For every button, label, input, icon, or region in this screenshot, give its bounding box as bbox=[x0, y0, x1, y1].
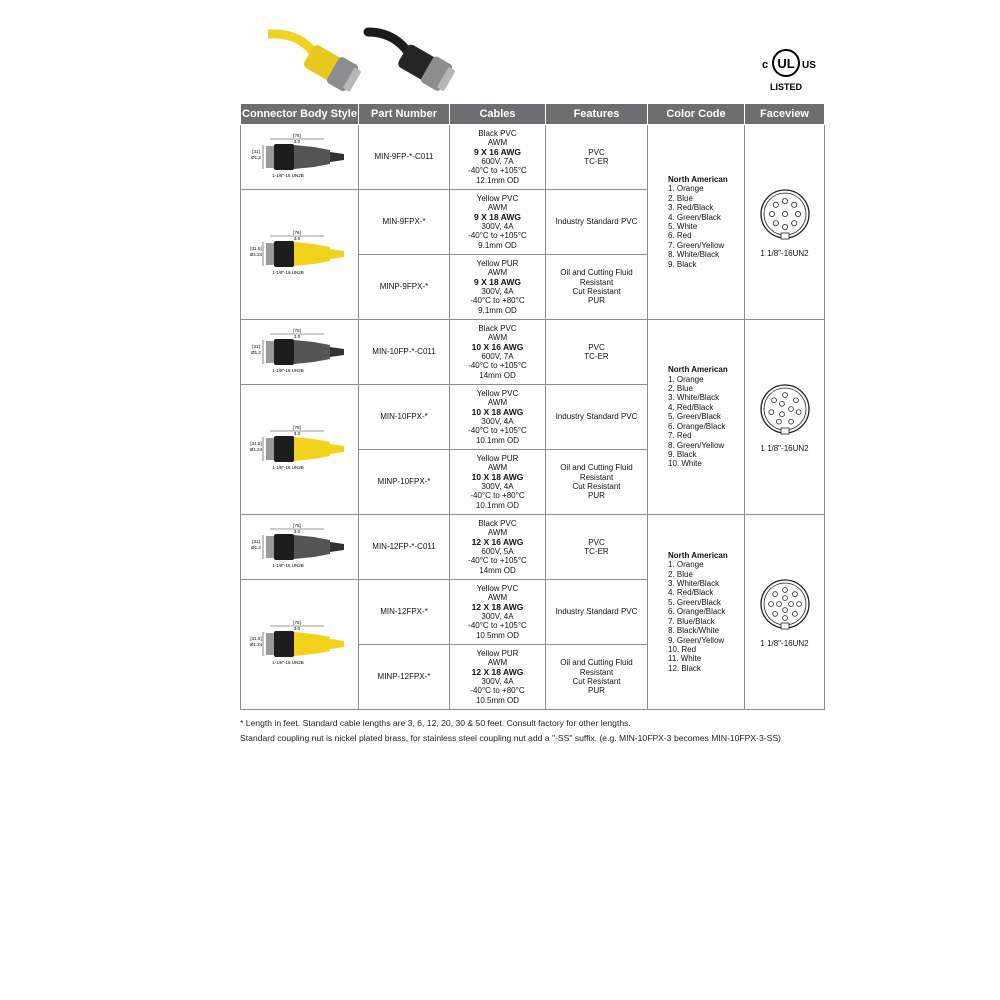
svg-text:Ø1.24: Ø1.24 bbox=[249, 642, 262, 648]
cable-line: 10 X 18 AWG bbox=[471, 471, 524, 482]
part-number: MINP-10FPX-* bbox=[359, 450, 450, 515]
color-code-cell bbox=[648, 320, 745, 515]
feature-line: PVC bbox=[588, 342, 605, 352]
cable-line: -40°C to +105°C bbox=[468, 426, 527, 436]
cable-line: 300V, 4A bbox=[481, 287, 514, 296]
svg-text:3.0: 3.0 bbox=[293, 138, 300, 144]
svg-text:1-1/8"-16 UN2B: 1-1/8"-16 UN2B bbox=[271, 465, 304, 471]
cable-spec bbox=[450, 515, 546, 580]
connector-body-drawing bbox=[246, 228, 354, 278]
features bbox=[546, 515, 648, 580]
footnote-lengths: * Length in feet. Standard cable lengths are 3, 6, 12, 20, 30 & 50 feet. Consult factory for other lengths. bbox=[240, 718, 631, 728]
svg-text:[76]: [76] bbox=[292, 620, 301, 626]
svg-text:[76]: [76] bbox=[292, 522, 301, 528]
svg-text:Ø1.2: Ø1.2 bbox=[250, 349, 261, 355]
faceview-cell bbox=[745, 125, 825, 320]
feature-line: Industry Standard PVC bbox=[555, 412, 638, 422]
cable-line: 600V, 5A bbox=[481, 547, 514, 556]
connector-body-drawing bbox=[246, 131, 354, 181]
cable-line: -40°C to +105°C bbox=[468, 361, 527, 371]
ul-listed-logo bbox=[752, 44, 824, 92]
cable-line: -40°C to +105°C bbox=[468, 556, 527, 566]
cable-spec bbox=[450, 125, 546, 190]
svg-text:c: c bbox=[761, 59, 769, 71]
svg-text:3.0: 3.0 bbox=[293, 236, 300, 242]
feature-line: PUR bbox=[588, 491, 605, 501]
svg-text:1-1/8"-16 UN2B: 1-1/8"-16 UN2B bbox=[271, 562, 304, 568]
faceview-thread-label: 1 1/8"-16UN2 bbox=[760, 638, 809, 648]
connector-body-drawing bbox=[246, 521, 354, 571]
cable-line: AWM bbox=[487, 203, 508, 213]
cable-line: 300V, 4A bbox=[481, 222, 514, 231]
cable-line: Black PVC bbox=[478, 128, 517, 138]
svg-text:UL: UL bbox=[777, 56, 795, 71]
svg-text:3.0: 3.0 bbox=[293, 333, 300, 339]
svg-text:3.0: 3.0 bbox=[293, 626, 300, 632]
svg-text:[31.5]: [31.5] bbox=[249, 636, 262, 642]
color-code-cell bbox=[648, 125, 745, 320]
cable-line: 10 X 16 AWG bbox=[471, 341, 524, 352]
body-style-cell bbox=[241, 125, 359, 190]
cable-line: Yellow PUR bbox=[476, 453, 519, 463]
svg-text:[76]: [76] bbox=[292, 425, 301, 431]
color-code-item: 7. Red bbox=[668, 431, 692, 441]
cable-spec bbox=[450, 385, 546, 450]
feature-line: Cut Resistant bbox=[572, 287, 621, 296]
cable-line: -40°C to +80°C bbox=[470, 686, 525, 696]
features bbox=[546, 320, 648, 385]
color-code-item: 4. Red/Black bbox=[668, 588, 714, 598]
cable-spec bbox=[450, 645, 546, 710]
cable-line: 300V, 4A bbox=[481, 482, 514, 491]
cable-line: -40°C to +105°C bbox=[468, 231, 527, 241]
color-code-item: 1. Orange bbox=[668, 184, 704, 194]
feature-line: Oil and Cutting Fluid bbox=[560, 658, 633, 668]
color-code-item: 2. Blue bbox=[668, 384, 693, 394]
svg-text:3.0: 3.0 bbox=[293, 528, 300, 534]
cable-line: -40°C to +105°C bbox=[468, 166, 527, 176]
color-code-item: 9. Black bbox=[668, 259, 697, 269]
features bbox=[546, 645, 648, 710]
color-code-item: 12. Black bbox=[668, 663, 701, 673]
body-style-cell bbox=[241, 580, 359, 710]
features bbox=[546, 450, 648, 515]
feature-line: PVC bbox=[588, 147, 605, 157]
color-code-item: 8. Black/White bbox=[668, 626, 720, 636]
feature-line: TC-ER bbox=[584, 352, 609, 361]
features bbox=[546, 255, 648, 320]
svg-text:1-1/8"-16 UN2B: 1-1/8"-16 UN2B bbox=[271, 270, 304, 276]
cable-line: Yellow PVC bbox=[476, 193, 519, 203]
body-style-cell bbox=[241, 515, 359, 580]
color-code-item: 6. Red bbox=[668, 231, 692, 241]
feature-line: Resistant bbox=[579, 277, 614, 287]
faceview-thread-label: 1 1/8"-16UN2 bbox=[760, 248, 809, 258]
faceview-pin-diagram bbox=[755, 186, 815, 246]
features bbox=[546, 385, 648, 450]
cable-line: 12 X 16 AWG bbox=[471, 536, 524, 547]
color-code-item: 8. Green/Yellow bbox=[668, 440, 725, 450]
color-code-item: 2. Blue bbox=[668, 193, 693, 203]
cable-line: Yellow PUR bbox=[476, 258, 519, 268]
cable-line: 10 X 18 AWG bbox=[471, 406, 524, 417]
color-code-title: North American bbox=[668, 550, 728, 560]
cable-line: AWM bbox=[487, 268, 508, 278]
svg-text:[31]: [31] bbox=[251, 538, 260, 544]
color-code-item: 11. White bbox=[668, 654, 702, 664]
svg-text:[76]: [76] bbox=[292, 230, 301, 236]
cable-line: -40°C to +80°C bbox=[470, 296, 525, 306]
feature-line: Resistant bbox=[579, 472, 614, 482]
spec-table bbox=[240, 103, 825, 710]
cable-line: 9 X 18 AWG bbox=[474, 276, 521, 287]
svg-text:Ø1.24: Ø1.24 bbox=[249, 252, 262, 258]
cable-line: 600V, 7A bbox=[481, 157, 514, 166]
color-code-item: 9. Green/Yellow bbox=[668, 635, 725, 645]
cable-line: AWM bbox=[487, 463, 508, 473]
svg-text:[76]: [76] bbox=[292, 327, 301, 333]
color-code-item: 3. Red/Black bbox=[668, 203, 714, 213]
svg-text:US: US bbox=[802, 60, 816, 71]
faceview-cell bbox=[745, 515, 825, 710]
faceview-cell bbox=[745, 320, 825, 515]
feature-line: TC-ER bbox=[584, 547, 609, 556]
connector-body-drawing bbox=[246, 423, 354, 473]
color-code-item: 5. Green/Black bbox=[668, 597, 721, 607]
features bbox=[546, 580, 648, 645]
color-code-item: 8. White/Black bbox=[668, 250, 720, 260]
cable-spec bbox=[450, 255, 546, 320]
feature-line: PVC bbox=[588, 537, 605, 547]
feature-line: Resistant bbox=[579, 667, 614, 677]
svg-text:[76]: [76] bbox=[292, 132, 301, 138]
cable-line: AWM bbox=[487, 593, 508, 603]
part-number: MIN-12FP-*-C011 bbox=[359, 515, 450, 580]
part-number: MIN-9FP-*-C011 bbox=[359, 125, 450, 190]
svg-text:Ø1.24: Ø1.24 bbox=[249, 447, 262, 453]
table-row bbox=[241, 125, 825, 190]
svg-text:[31]: [31] bbox=[251, 343, 260, 349]
svg-text:1-1/8"-16 UN2B: 1-1/8"-16 UN2B bbox=[271, 367, 304, 373]
cable-line: 10.1mm OD bbox=[475, 500, 520, 510]
connector-body-drawing bbox=[246, 326, 354, 376]
feature-line: TC-ER bbox=[584, 157, 609, 166]
feature-line: PUR bbox=[588, 686, 605, 696]
color-code-title: North American bbox=[668, 365, 728, 375]
color-code-item: 7. Green/Yellow bbox=[668, 240, 725, 250]
body-style-cell bbox=[241, 385, 359, 515]
svg-text:1-1/8"-16 UN2B: 1-1/8"-16 UN2B bbox=[271, 660, 304, 666]
color-code-item: 1. Orange bbox=[668, 560, 704, 570]
color-code-item: 5. White bbox=[668, 222, 698, 231]
cable-line: AWM bbox=[487, 528, 508, 538]
feature-line: Industry Standard PVC bbox=[555, 607, 638, 617]
color-code-item: 1. Orange bbox=[668, 374, 704, 384]
cable-line: 300V, 4A bbox=[481, 417, 514, 426]
color-code-item: 3. White/Black bbox=[668, 579, 720, 589]
cable-line: 12.1mm OD bbox=[475, 175, 520, 185]
features bbox=[546, 125, 648, 190]
part-number: MINP-12FPX-* bbox=[359, 645, 450, 710]
cable-spec bbox=[450, 450, 546, 515]
feature-line: Cut Resistant bbox=[572, 677, 621, 686]
footnote-coupling-nut: Standard coupling nut is nickel plated brass, for stainless steel coupling nut add a "-SS" suffix. (e.g. MIN-10FPX-3 becomes MIN-10FPX-3-SS) bbox=[240, 733, 781, 743]
body-style-cell bbox=[241, 190, 359, 320]
color-code-item: 4. Green/Black bbox=[668, 212, 721, 222]
cable-line: Black PVC bbox=[478, 323, 517, 333]
cable-line: 300V, 4A bbox=[481, 677, 514, 686]
cable-line: Yellow PVC bbox=[476, 583, 519, 593]
svg-text:Ø1.2: Ø1.2 bbox=[250, 154, 261, 160]
color-code-item: 2. Blue bbox=[668, 569, 693, 579]
faceview-thread-label: 1 1/8"-16UN2 bbox=[760, 443, 809, 453]
cable-line: AWM bbox=[487, 138, 508, 148]
feature-line: Oil and Cutting Fluid bbox=[560, 463, 633, 473]
cable-line: 10.5mm OD bbox=[475, 630, 520, 640]
col-header: Connector Body Style bbox=[241, 104, 359, 125]
col-header: Faceview bbox=[745, 104, 825, 125]
color-code-item: 6. Orange/Black bbox=[668, 421, 726, 431]
col-header: Part Number bbox=[359, 104, 450, 125]
svg-text:[31]: [31] bbox=[251, 148, 260, 154]
part-number: MIN-12FPX-* bbox=[359, 580, 450, 645]
cable-spec bbox=[450, 320, 546, 385]
col-header: Features bbox=[546, 104, 648, 125]
cable-line: 12 X 18 AWG bbox=[471, 666, 524, 677]
color-code-item: 3. White/Black bbox=[668, 393, 720, 403]
cable-line: 10.5mm OD bbox=[475, 695, 520, 705]
cable-line: AWM bbox=[487, 398, 508, 408]
faceview-pin-diagram bbox=[755, 381, 815, 441]
part-number: MIN-10FPX-* bbox=[359, 385, 450, 450]
cable-line: 9 X 16 AWG bbox=[474, 146, 521, 157]
cable-line: 300V, 4A bbox=[481, 612, 514, 621]
cable-line: -40°C to +80°C bbox=[470, 491, 525, 501]
color-code-item: 9. Black bbox=[668, 449, 697, 459]
features bbox=[546, 190, 648, 255]
cable-line: 10.1mm OD bbox=[475, 435, 520, 445]
color-code-item: 7. Blue/Black bbox=[668, 616, 715, 626]
part-number: MIN-9FPX-* bbox=[359, 190, 450, 255]
cable-line: Yellow PVC bbox=[476, 388, 519, 398]
feature-line: Cut Resistant bbox=[572, 482, 621, 491]
feature-line: Oil and Cutting Fluid bbox=[560, 268, 633, 278]
col-header: Cables bbox=[450, 104, 546, 125]
body-style-cell bbox=[241, 320, 359, 385]
cable-line: Yellow PUR bbox=[476, 648, 519, 658]
cable-line: 9.1mm OD bbox=[478, 240, 517, 250]
cable-line: 14mm OD bbox=[479, 370, 516, 380]
color-code-title: North American bbox=[668, 174, 728, 184]
color-code-item: 6. Orange/Black bbox=[668, 607, 726, 617]
cable-line: 12 X 18 AWG bbox=[471, 601, 524, 612]
table-row bbox=[241, 515, 825, 580]
cable-spec bbox=[450, 580, 546, 645]
part-number: MIN-10FP-*-C011 bbox=[359, 320, 450, 385]
svg-text:[31.5]: [31.5] bbox=[249, 246, 262, 252]
cable-line: 600V, 7A bbox=[481, 352, 514, 361]
connector-body-drawing bbox=[246, 618, 354, 668]
color-code-item: 5. Green/Black bbox=[668, 412, 721, 422]
part-number: MINP-9FPX-* bbox=[359, 255, 450, 320]
svg-text:[31.5]: [31.5] bbox=[249, 441, 262, 447]
cable-line: -40°C to +105°C bbox=[468, 621, 527, 631]
table-row bbox=[241, 320, 825, 385]
svg-text:Ø1.2: Ø1.2 bbox=[250, 544, 261, 550]
color-code-item: 4. Red/Black bbox=[668, 402, 714, 412]
cable-line: 9 X 18 AWG bbox=[474, 211, 521, 222]
cable-line: 9.1mm OD bbox=[478, 305, 517, 315]
feature-line: Industry Standard PVC bbox=[555, 217, 638, 227]
cable-line: AWM bbox=[487, 658, 508, 668]
svg-text:1-1/8"-16 UN2B: 1-1/8"-16 UN2B bbox=[271, 172, 304, 178]
header-row bbox=[241, 104, 825, 125]
cable-line: AWM bbox=[487, 333, 508, 343]
color-code-item: 10. Red bbox=[668, 644, 697, 654]
svg-text:LISTED: LISTED bbox=[769, 82, 803, 92]
cable-spec bbox=[450, 190, 546, 255]
color-code-item: 10. White bbox=[668, 459, 702, 469]
cable-line: Black PVC bbox=[478, 518, 517, 528]
faceview-pin-diagram bbox=[755, 576, 815, 636]
col-header: Color Code bbox=[648, 104, 745, 125]
feature-line: PUR bbox=[588, 296, 605, 306]
svg-text:3.0: 3.0 bbox=[293, 431, 300, 437]
connector-photo bbox=[268, 26, 468, 104]
color-code-cell bbox=[648, 515, 745, 710]
cable-line: 14mm OD bbox=[479, 565, 516, 575]
